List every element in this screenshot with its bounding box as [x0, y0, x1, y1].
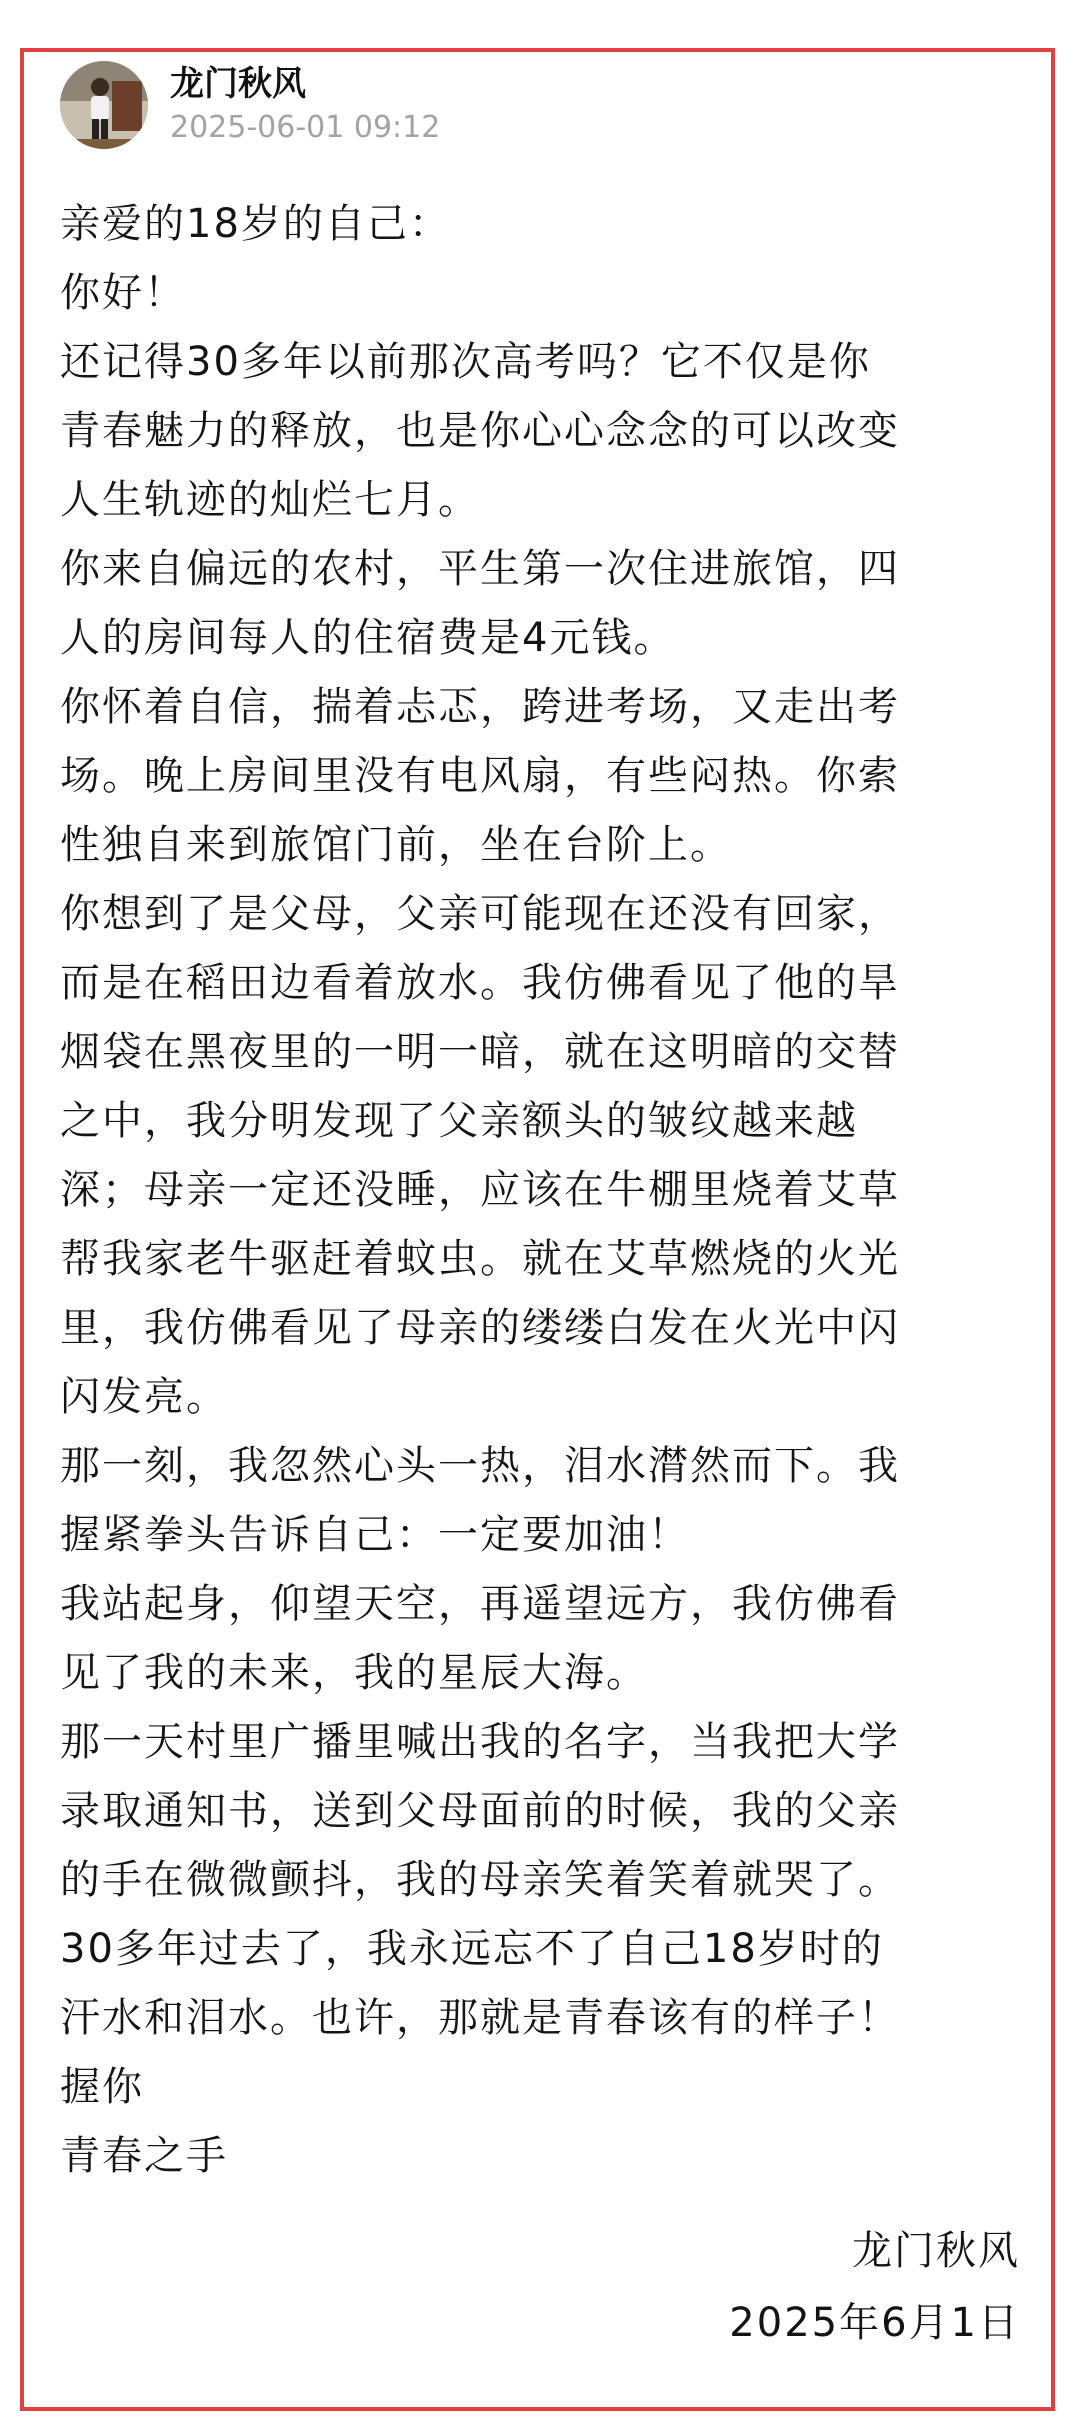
post-header [60, 55, 440, 155]
letter-paragraph: 30多年过去了，我永远忘不了自己18岁时的 汗水和泪水。也许，那就是青春该有的样子！ [60, 1926, 900, 2041]
letter-greeting: 你好！ [60, 270, 186, 316]
author-name[interactable]: 龙门秋风 [170, 64, 306, 104]
letter-signature [729, 2215, 1020, 2359]
letter-paragraph: 你想到了是父母，父亲可能现在还没有回家， 而是在稻田边看着放水。我仿佛看见了他的旱 烟袋在黑夜里的一明一暗，就在这明暗的交替 之中，我分明发现了父亲额头的皱纹越来越 深；母亲一定还没睡，应该在牛棚里烧着艾草 帮我家老牛驱赶着蚊虫。就在艾草燃烧的火光 里，我仿佛看见了母亲的缕缕白发在火光中闪 闪发亮。 [60, 891, 900, 1420]
letter-body [60, 190, 1020, 2191]
letter-paragraph: 那一刻，我忽然心头一热，泪水潸然而下。我 握紧拳头告诉自己：一定要加油！ [60, 1443, 900, 1558]
signature-name: 龙门秋风 [852, 2228, 1020, 2274]
letter-paragraph: 你怀着自信，揣着忐忑，跨进考场，又走出考 场。晚上房间里没有电风扇，有些闷热。你索 性独自来到旅馆门前，坐在台阶上。 [60, 684, 900, 868]
letter-closing-line: 青春之手 [60, 2133, 228, 2179]
letter-paragraph: 还记得30多年以前那次高考吗？它不仅是你 青春魅力的释放，也是你心心念念的可以改变 人生轨迹的灿烂七月。 [60, 339, 900, 523]
letter-salutation: 亲爱的18岁的自己： [60, 201, 451, 247]
letter-closing-line: 握你 [60, 2064, 144, 2110]
letter-paragraph: 那一天村里广播里喊出我的名字，当我把大学 录取通知书，送到父母面前的时候，我的父亲 的手在微微颤抖，我的母亲笑着笑着就哭了。 [60, 1719, 900, 1903]
person-photo-avatar-icon [60, 61, 148, 149]
author-avatar[interactable] [60, 61, 148, 149]
signature-date: 2025年6月1日 [729, 2300, 1020, 2346]
post-timestamp: 2025-06-01 09:12 [170, 110, 441, 145]
letter-paragraph: 我站起身，仰望天空，再遥望远方，我仿佛看 见了我的未来，我的星辰大海。 [60, 1581, 900, 1696]
author-info [170, 62, 440, 148]
letter-paragraph: 你来自偏远的农村，平生第一次住进旅馆，四 人的房间每人的住宿费是4元钱。 [60, 546, 900, 661]
